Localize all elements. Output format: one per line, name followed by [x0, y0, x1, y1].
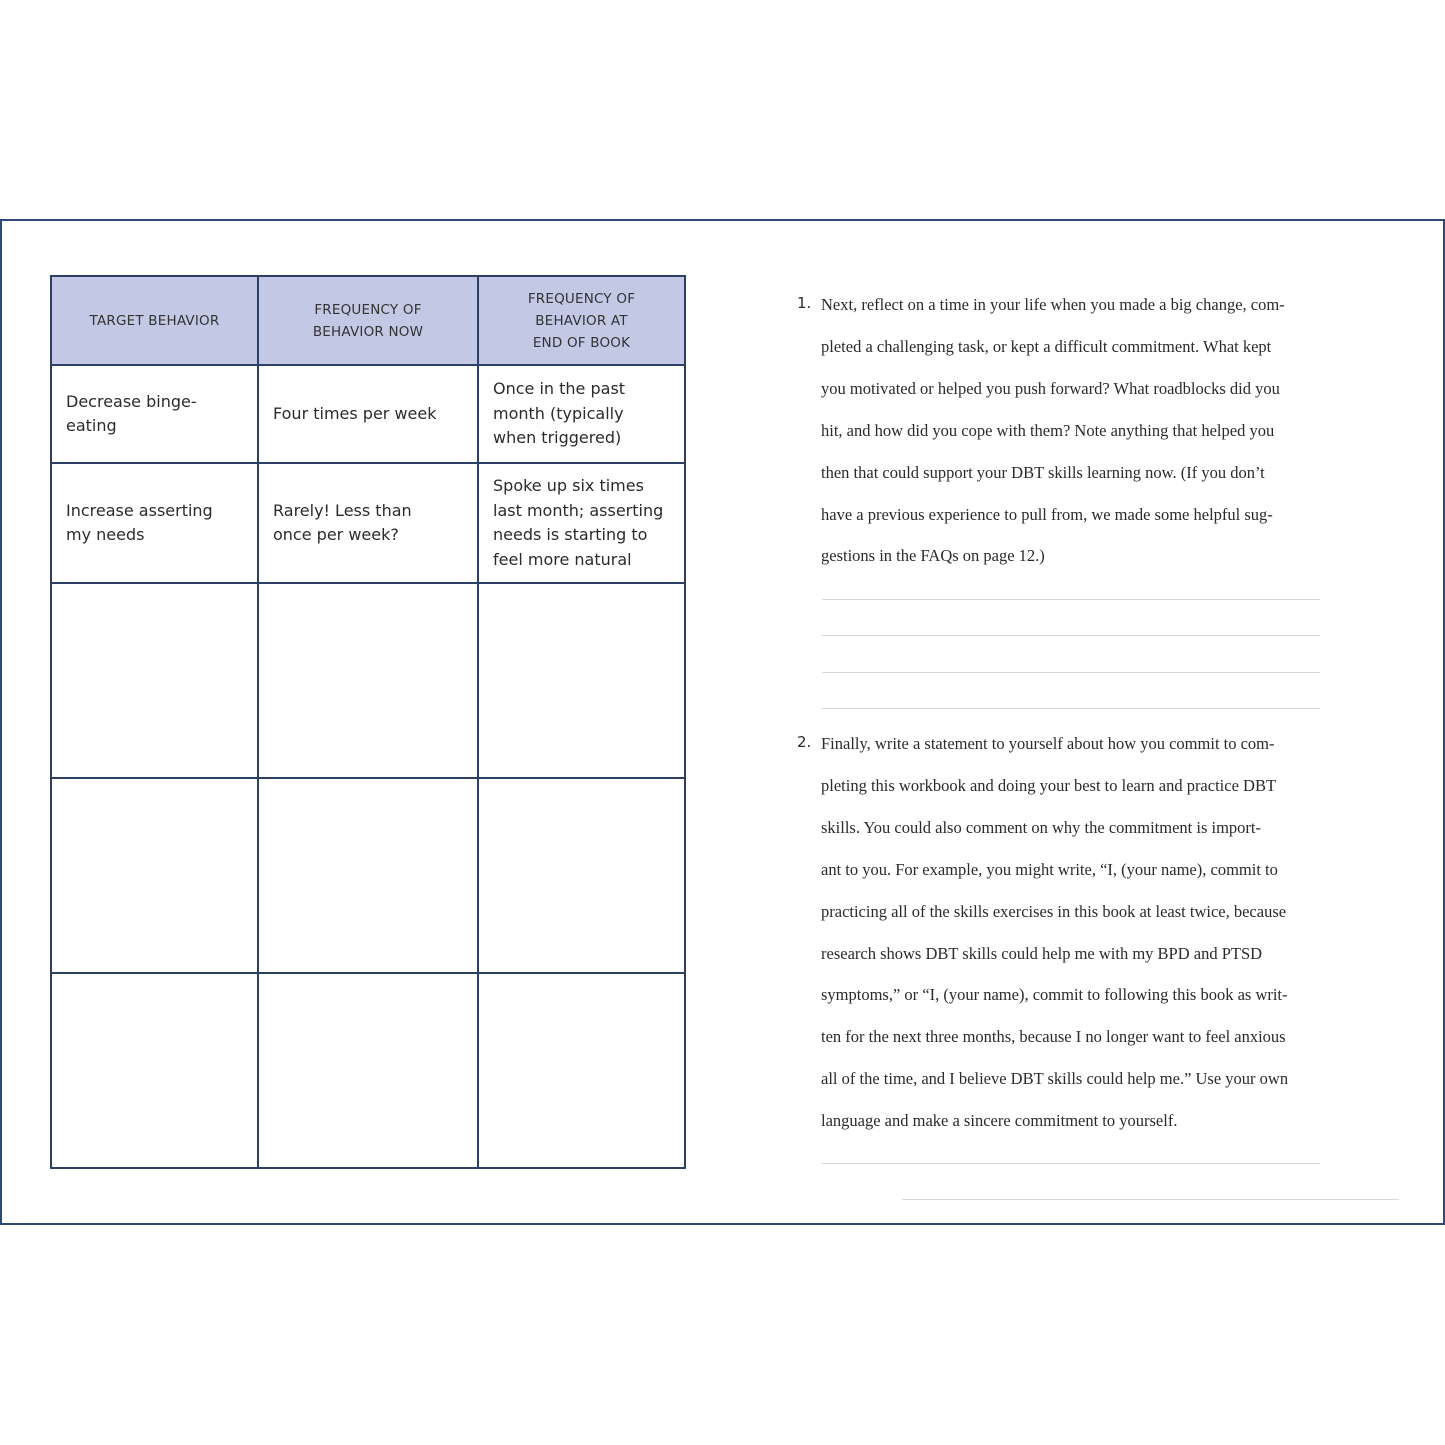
table-cell: Increase asserting my needs [51, 463, 258, 583]
prompt-2 [797, 723, 1342, 1142]
blank-cell[interactable] [51, 583, 258, 778]
blank-cell[interactable] [258, 778, 478, 973]
writing-line[interactable] [822, 672, 1320, 673]
table-cell: Spoke up six times last month; asserting needs is starting to feel more natural [478, 463, 685, 583]
blank-cell[interactable] [258, 583, 478, 778]
table-row [51, 365, 685, 463]
blank-cell[interactable] [51, 778, 258, 973]
behavior-tracking-table [50, 275, 686, 1169]
table-header-row [51, 276, 685, 365]
blank-cell[interactable] [51, 973, 258, 1168]
blank-cell[interactable] [258, 973, 478, 1168]
table-cell: Rarely! Less than once per week? [258, 463, 478, 583]
header-frequency-now: FREQUENCY OF BEHAVIOR NOW [258, 276, 478, 365]
prompt-text: Next, reflect on a time in your life when you made a big change, com- pleted a challenging task, or kept a difficult commitment. What kept you motivated or helped you push forward? What roadblocks did you hit, and how did you cope with them? Note anything that helped you then that could support your DBT skills learning now. (If you don’t have a previous experience to pull from, we made some helpful sug- gestions in the FAQs on page 12.) [821, 295, 1285, 566]
prompt-1 [797, 284, 1342, 577]
table-cell: Four times per week [258, 365, 478, 463]
table-cell: Once in the past month (typically when triggered) [478, 365, 685, 463]
writing-line[interactable] [822, 1163, 1320, 1164]
blank-cell[interactable] [478, 583, 685, 778]
table-row-blank [51, 973, 685, 1168]
table-row [51, 463, 685, 583]
header-target-behavior: TARGET BEHAVIOR [51, 276, 258, 365]
blank-cell[interactable] [478, 778, 685, 973]
book-spread [0, 219, 1445, 1225]
prompt-number: 1. [797, 294, 812, 312]
blank-cell[interactable] [478, 973, 685, 1168]
writing-line[interactable] [822, 708, 1320, 709]
header-frequency-end: FREQUENCY OF BEHAVIOR AT END OF BOOK [478, 276, 685, 365]
table-cell: Decrease binge-eating [51, 365, 258, 463]
prompt-number: 2. [797, 733, 812, 751]
table-row-blank [51, 583, 685, 778]
prompt-text: Finally, write a statement to yourself about how you commit to com- pleting this workbook and doing your best to learn and practice DBT skills. You could also comment on why the commitment is import- ant to you. For example, you might write, “I, (your name), commit to practicing all of the skills exercises in this book at least twice, because research shows DBT skills could help me with my BPD and PTSD symptoms,” or “I, (your name), commit to following this book as writ- ten for the next three months, because I no longer want to feel anxious all of the time, and I believe DBT skills could help me.” Use your own language and make a sincere commitment to yourself. [821, 734, 1289, 1131]
writing-line[interactable] [902, 1199, 1399, 1200]
writing-line[interactable] [822, 599, 1320, 600]
table-row-blank [51, 778, 685, 973]
writing-line[interactable] [822, 635, 1320, 636]
